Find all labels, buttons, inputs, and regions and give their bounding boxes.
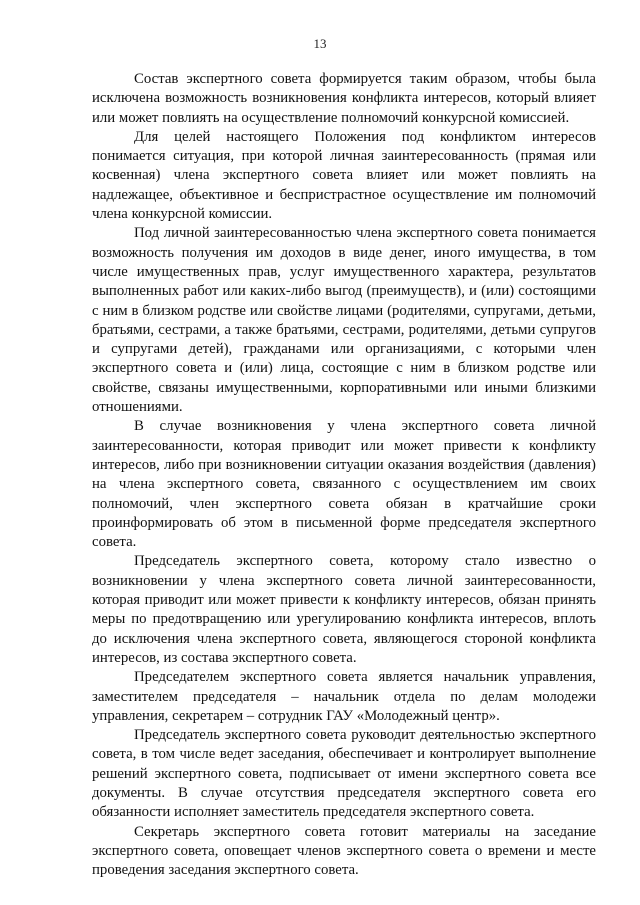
paragraph-council-composition: Состав экспертного совета формируется таким образом, чтобы была исключена возможность возникновения конфликта интересов, который влияет или может повлиять на осуществление полномочий конкурсной комиссией. (92, 71, 596, 126)
paragraph-secretary-duties: Секретарь экспертного совета готовит материалы на заседание экспертного совета, оповещает членов экспертного совета о времени и месте проведения заседания экспертного совета. (92, 823, 596, 879)
paragraph-council-officers: Председателем экспертного совета является начальник управления, заместителем председателя – начальник отдела по делам молодежи управления, секретарем – сотрудник ГАУ «Молодежный центр». (92, 669, 596, 724)
page-number: 13 (313, 36, 327, 51)
paragraph-chairman-measures: Председатель экспертного совета, которому стало известно о возникновении у члена экспертного совета личной заинтересованности, которая приводит или может привести к конфликту интересов, обязан принять меры по предотвращению или урегулированию конфликта интересов, вплоть до исключения члена экспертного совета, являющегося стороной конфликта интересов, из состава экспертного совета. (92, 553, 596, 666)
paragraph-conflict-definition: Для целей настоящего Положения под конфликтом интересов понимается ситуация, при которой личная заинтересованность (прямая или косвенная) члена экспертного совета влияет или может повлиять на надлежащее, объективное и беспристрастное осуществление им полномочий члена конкурсной комиссии. (92, 128, 596, 223)
paragraph-personal-interest: Под личной заинтересованностью члена экспертного совета понимается возможность получения им доходов в виде денег, иного имущества, в том числе имущественных прав, услуг имущественного характера, результатов выполненных работ или каких-либо выгод (преимуществ), и (или) состоящими с ним в близком родстве или свойстве лицами (родителями, супругами, детьми, братьями, сестрами, а также братьями, сестрами, родителями, детьми супругов и супругами детей), гражданами или организациями, с которыми член экспертного совета и (или) лица, состоящие с ним в близком родстве или свойстве, связаны имущественными, корпоративными или иными близкими отношениями. (92, 225, 596, 416)
document-body (92, 70, 596, 880)
paragraph-chairman-duties: Председатель экспертного совета руководит деятельностью экспертного совета, в том числе ведет заседания, обеспечивает и контролирует выполнение решений экспертного совета, подписывает от имени экспертного совета все документы. В случае отсутствия председателя экспертного совета его обязанности исполняет заместитель председателя экспертного совета. (92, 727, 596, 821)
paragraph-notification-duty: В случае возникновения у члена экспертного совета личной заинтересованности, которая приводит или может привести к конфликту интересов, либо при возникновении ситуации оказания воздействия (давления) на члена экспертного совета, связанного с осуществлением им своих полномочий, член экспертного совета обязан в кратчайшие сроки проинформировать об этом в письменной форме председателя экспертного совета. (92, 418, 596, 551)
